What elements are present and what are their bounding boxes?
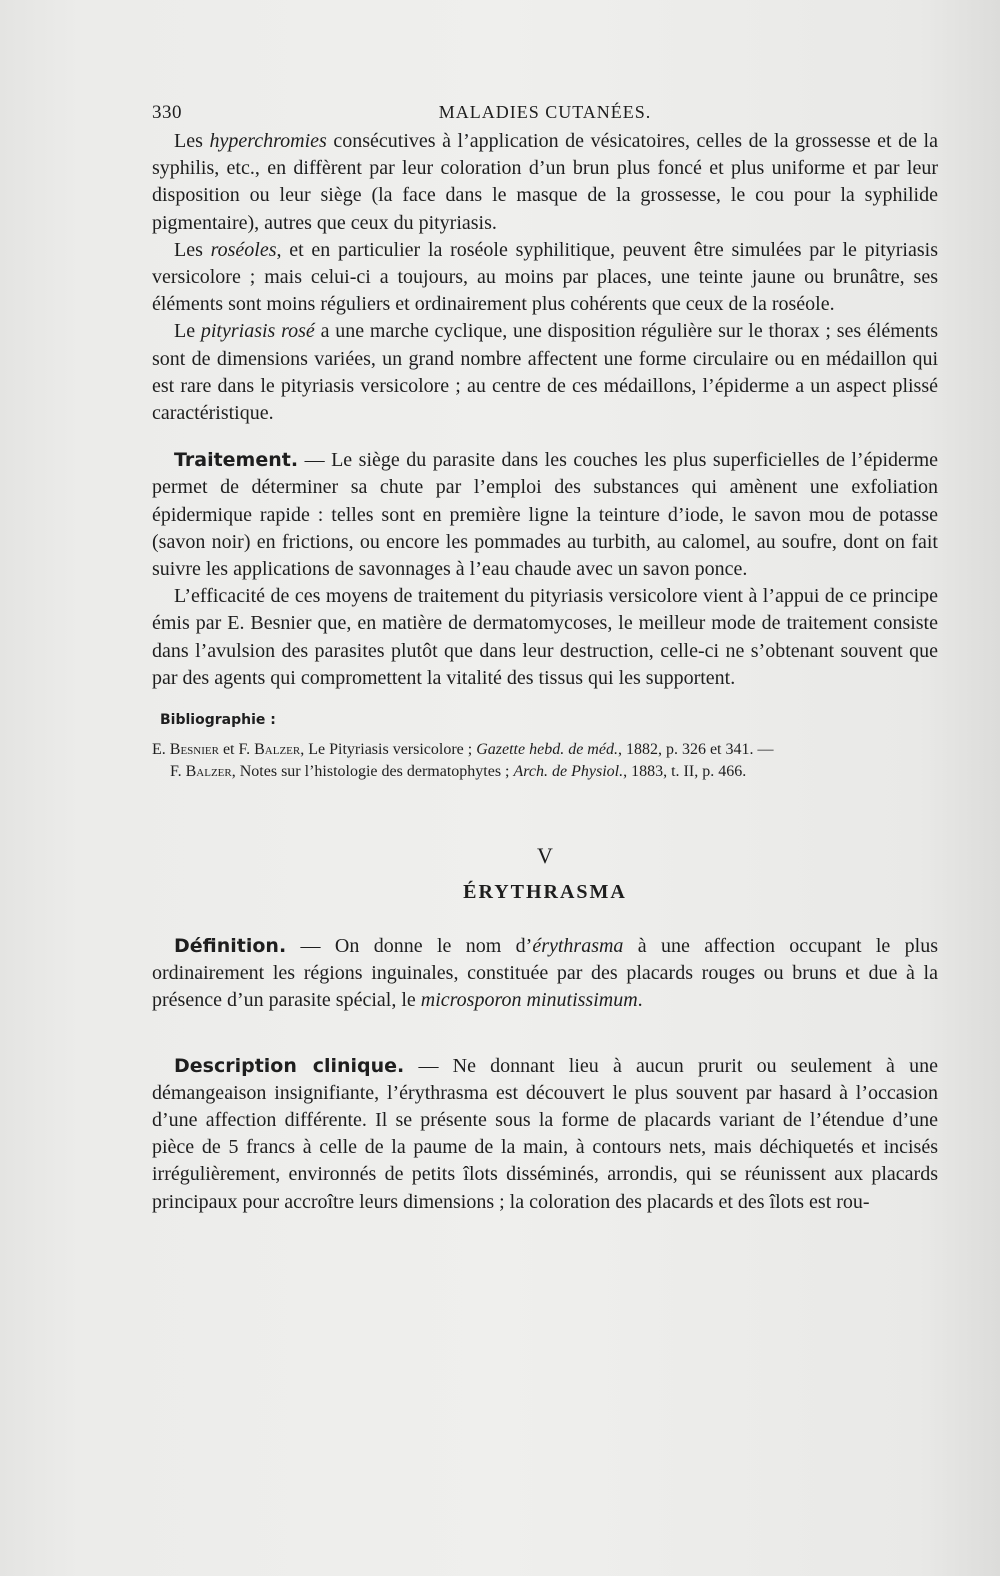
emphasis-term: roséoles <box>210 238 277 261</box>
paragraph-pityriasis-rose <box>152 318 938 427</box>
emphasis-term: hyperchromies <box>209 130 327 152</box>
paragraph-efficacite <box>152 583 938 692</box>
text-run: a une marche cyclique, une disposition régulière sur le thorax ; ses éléments sont de dimensions variées, un grand nombre affectent une forme circulaire ou en médaillon qui est rare dans le pityriasis versicolore ; au centre de ces médaillons, l’épiderme a un aspect plissé caractéristique. <box>152 320 939 425</box>
text-run: — Ne donnant lieu à aucun prurit ou seulement à une démangeaison insignifiante, l’érythrasma est découvert le plus souvent par hasard à l’occasion d’une affection différente. Il se présente sous la forme de placards variant de l’étendue d’une pièce de 5 francs à celle de la paume de la main, à contours nets, mais déchiquetés et incisés irrégulièrement, environnés de petits îlots disséminés, arrondis, qui se réunissent aux placards principaux pour accroître leurs dimensions ; la coloration des placards et des îlots est rou- <box>152 1054 939 1213</box>
text-run: , 1883, t. II, p. 466. <box>623 763 747 781</box>
bibliography-entry <box>152 761 938 783</box>
text-run: L’efficacité de ces moyens de traitement du pityriasis versicolore vient à l’appui de ce principe émis par E. Besnier que, en matière de dermatomycoses, le meilleur mode de traitement consiste dans l’avulsion des parasites plutôt que dans leur destruction, celle-ci ne s’obtenant souvent que par des agents qui compromettent la vitalité des tissus qui les supportent. <box>152 585 938 689</box>
paragraph-hyperchromies <box>152 128 938 237</box>
page-content <box>152 98 938 1216</box>
text-run: — On donne le nom d’ <box>286 935 533 958</box>
text-run: Les <box>174 238 211 261</box>
section-heading-definition: Définition. <box>174 935 287 958</box>
author-name: Balzer <box>254 741 301 759</box>
section-heading-traitement: Traitement. <box>174 449 299 472</box>
emphasis-term: pityriasis rosé <box>200 320 315 343</box>
text-run: consécutives à l’application de vésicatoires, celles de la grossesse et de la syphilis, etc., en diffèrent par leur coloration d’un brun plus foncé et plus uniforme et par leur disposition ou leur siège (la face dans le masque de la grossesse, le cou pour la syphilide pigmentaire), autres que ceux du pityriasis. <box>152 130 938 234</box>
journal-title: Arch. de Physiol. <box>513 763 624 781</box>
text-run: , Notes sur l’histologie des dermatophytes ; <box>231 763 514 781</box>
text-run: et F. <box>218 741 255 759</box>
text-run: Les <box>174 130 210 152</box>
text-run: , Le Pityriasis versicolore ; <box>300 741 477 759</box>
page-number: 330 <box>152 102 182 123</box>
author-name: Balzer <box>185 763 232 781</box>
paragraph-traitement <box>152 447 938 583</box>
journal-title: Gazette hebd. de méd. <box>476 741 618 759</box>
text-run: E. <box>152 741 170 759</box>
author-name: Besnier <box>169 741 219 759</box>
running-title: MALADIES CUTANÉES. <box>438 102 652 122</box>
text-run: — Le siège du parasite dans les couches les plus superficielles de l’épiderme permet de déterminer sa chute par l’emploi des substances qui amènent une exfoliation épidermique rapide : telles sont en première ligne la teinture d’iode, le savon mou de potasse (savon noir) en frictions, ou encore les pommades au turbith, au calomel, au soufre, dont on fait suivre les applications de savonnages à l’eau chaude avec un savon ponce. <box>152 449 938 581</box>
chapter-number: V <box>537 843 553 869</box>
text-run: . <box>637 989 643 1012</box>
text-run: F. <box>170 763 186 781</box>
bibliography-entries <box>152 739 938 783</box>
paragraph-roseoles <box>152 237 938 319</box>
running-header <box>152 98 938 128</box>
section-heading-description: Description clinique. <box>174 1054 405 1077</box>
text-run: Le <box>174 320 201 343</box>
emphasis-term: microsporon minutissimum <box>420 989 638 1012</box>
text-run: à une affection occupant le plus ordinairement les régions inguinales, constituée par des placards rouges ou bruns et due à la présence d’un parasite spécial, le <box>152 935 938 1012</box>
paragraph-definition <box>152 933 938 1015</box>
bibliography-entry <box>152 739 938 761</box>
text-run: , et en particulier la roséole syphilitique, peuvent être simulées par le pityriasis versicolore ; mais celui-ci a toujours, au moins par places, une teinte jaune ou brunâtre, ses éléments sont moins réguliers et ordinairement plus cohérents que ceux de la roséole. <box>152 238 938 316</box>
emphasis-term: érythrasma <box>532 935 624 958</box>
text-run: , 1882, p. 326 et 341. — <box>617 741 774 759</box>
chapter-title: ÉRYTHRASMA <box>463 881 627 904</box>
paragraph-description <box>152 1053 938 1216</box>
bibliography-label: Bibliographie : <box>160 712 276 729</box>
